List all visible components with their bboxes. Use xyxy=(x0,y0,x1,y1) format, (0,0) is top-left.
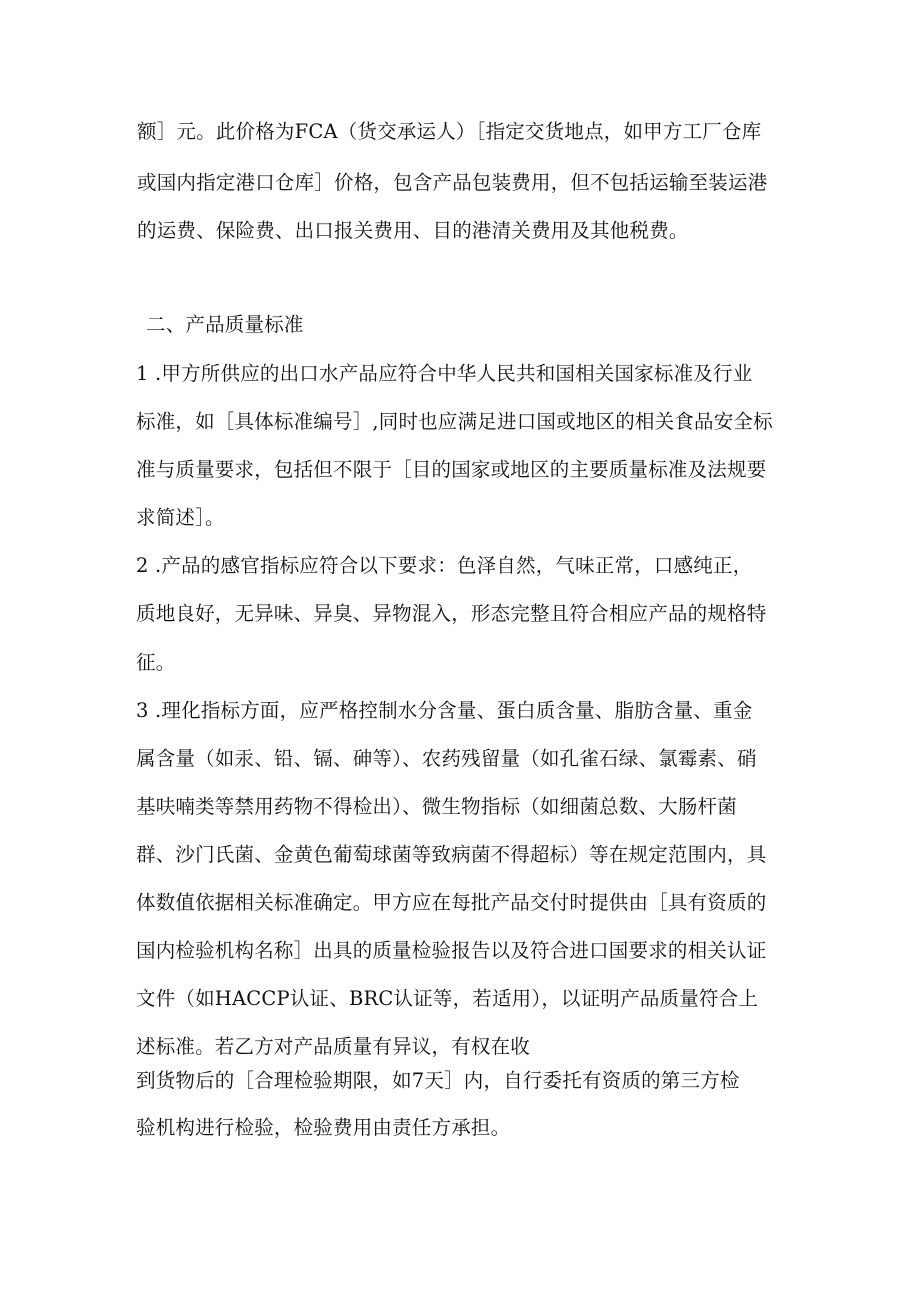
text-line-9: 2 .产品的感官指标应符合以下要求：色泽自然，气味正常，口感纯正， xyxy=(136,554,753,577)
text-line-5: 1 .甲方所供应的出口水产品应符合中华人民共和国相关国家标准及行业 xyxy=(136,362,753,385)
text-line-17: 国内检验机构名称］出具的质量检验报告以及符合进口国要求的相关认证 xyxy=(136,939,767,962)
text-line-14: 基呋喃类等禁用药物不得检出）、微生物指标（如细菌总数、大肠杆菌 xyxy=(136,795,737,818)
text-line-21: 验机构进行检验，检验费用由责任方承担。 xyxy=(136,1116,511,1139)
text-line-16: 体数值依据相关标准确定。甲方应在每批产品交付时提供由［具有资质的 xyxy=(136,891,767,914)
text-line-3: 的运费、保险费、出口报关费用、目的港清关费用及其他税费。 xyxy=(137,219,689,242)
text-line-18: 文件（如HACCP认证、BRC认证等，若适用），以证明产品质量符合上 xyxy=(136,987,759,1010)
text-line-1: 额］元。此价格为FCA（货交承运人）［指定交货地点，如甲方工厂仓库 xyxy=(137,120,762,143)
text-line-12: 3 .理化指标方面，应严格控制水分含量、蛋白质含量、脂肪含量、重金 xyxy=(136,699,753,722)
text-line-10: 质地良好，无异味、异臭、异物混入，形态完整且符合相应产品的规格特 xyxy=(136,602,767,625)
text-line-2: 或国内指定港口仓库］价格，包含产品包装费用，但不包括运输至装运港 xyxy=(137,171,768,194)
section-heading: 二、产品质量标准 xyxy=(146,313,304,336)
text-line-6: 标准，如［具体标准编号］,同时也应满足进口国或地区的相关食品安全标 xyxy=(136,410,773,433)
text-line-20: 到货物后的［合理检验期限，如7天］内，自行委托有资质的第三方检 xyxy=(136,1069,740,1092)
text-line-11: 征。 xyxy=(136,651,176,674)
text-line-19: 述标准。若乙方对产品质量有异议，有权在收 xyxy=(136,1035,531,1058)
text-line-15: 群、沙门氏菌、金黄色葡萄球菌等致病菌不得超标）等在规定范围内，具 xyxy=(136,843,767,866)
text-line-8: 求简述］。 xyxy=(136,506,225,529)
text-line-13: 属含量（如汞、铅、镉、砷等）、农药残留量（如孔雀石绿、氯霉素、硝 xyxy=(136,747,757,770)
text-line-7: 准与质量要求，包括但不限于［目的国家或地区的主要质量标准及法规要 xyxy=(136,458,767,481)
